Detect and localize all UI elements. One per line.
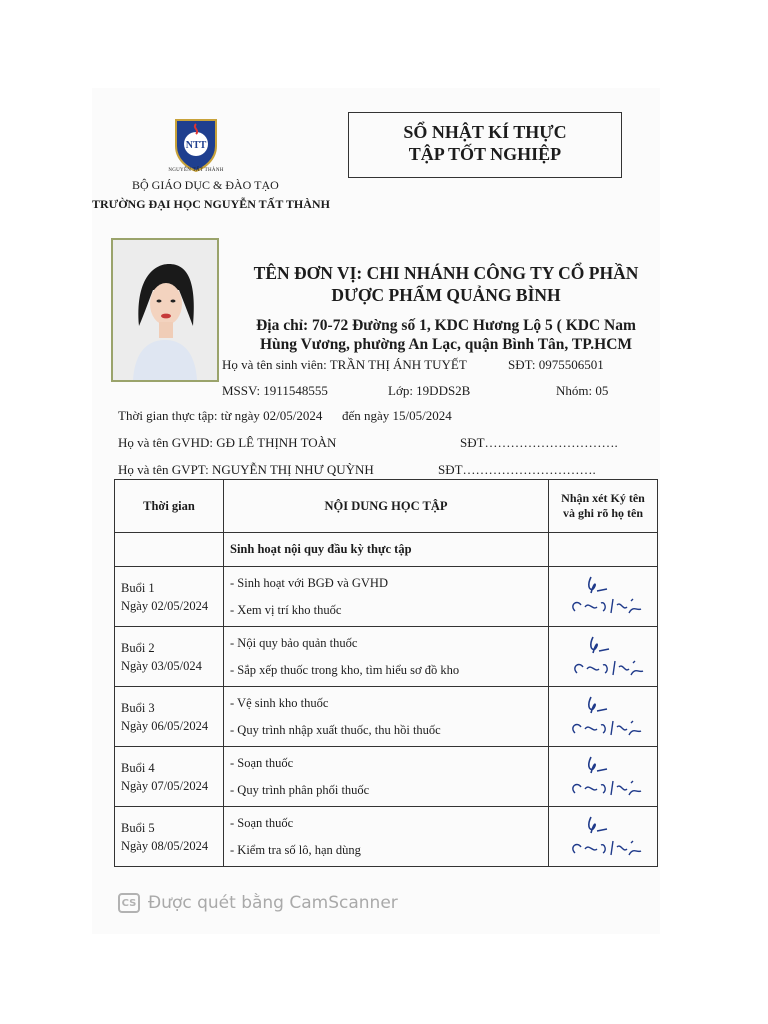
time-cell	[115, 687, 224, 747]
header-remarks: Nhận xét Ký tên và ghi rõ họ tên	[549, 480, 658, 533]
ministry-name: BỘ GIÁO DỤC & ĐÀO TẠO	[132, 178, 279, 192]
session-label: Buổi 5	[121, 820, 155, 835]
signature-cell	[549, 807, 658, 867]
content-item: - Soạn thuốc	[230, 815, 294, 830]
time-cell	[115, 747, 224, 807]
supervisor-gvpt: Họ và tên GVPT: NGUYỄN THỊ NHƯ QUỲNH	[118, 462, 374, 477]
internship-period-end: đến ngày 15/05/2024	[342, 408, 452, 423]
session-date: Ngày 08/05/2024	[121, 838, 209, 853]
intro-row-content: Sinh hoạt nội quy đầu kỳ thực tập	[224, 533, 549, 567]
empty-cell	[115, 533, 224, 567]
session-date: Ngày 03/05/024	[121, 658, 202, 673]
header-time: Thời gian	[115, 480, 224, 533]
supervisor-gvhd: Họ và tên GVHD: GĐ LÊ THỊNH TOÀN	[118, 435, 337, 450]
time-cell	[115, 627, 224, 687]
supervisor-gvhd-phone: SĐT………………………….	[460, 435, 618, 450]
table-row	[115, 687, 658, 747]
camscanner-watermark	[118, 893, 398, 913]
signature-image	[561, 631, 645, 683]
table-header-row	[115, 480, 658, 533]
content-cell	[224, 807, 549, 867]
address-line-1: Địa chỉ: 70-72 Đường số 1, KDC Hương Lộ 5 ( KDC Nam	[256, 317, 636, 334]
session-label: Buổi 2	[121, 640, 155, 655]
signature-cell	[549, 747, 658, 807]
title-line-1: SỔ NHẬT KÍ THỰC	[403, 122, 567, 142]
unit-name-line-1: TÊN ĐƠN VỊ: CHI NHÁNH CÔNG TY CỔ PHẦN	[253, 263, 639, 283]
session-label: Buổi 4	[121, 760, 155, 775]
table-row	[115, 567, 658, 627]
title-line-2: TẬP TỐT NGHIỆP	[408, 144, 562, 164]
internship-log-table	[114, 479, 658, 867]
content-item: - Sắp xếp thuốc trong kho, tìm hiểu sơ đồ kho	[230, 662, 460, 677]
signature-image	[561, 691, 645, 743]
content-cell	[224, 687, 549, 747]
session-date: Ngày 06/05/2024	[121, 718, 209, 733]
content-item: - Xem vị trí kho thuốc	[230, 602, 342, 617]
content-item: - Vệ sinh kho thuốc	[230, 695, 329, 710]
content-cell	[224, 747, 549, 807]
content-item: - Soạn thuốc	[230, 755, 294, 770]
table-row	[115, 627, 658, 687]
student-id: MSSV: 1911548555	[222, 383, 328, 398]
time-cell	[115, 807, 224, 867]
document-title	[348, 112, 622, 178]
student-name: Họ và tên sinh viên: TRẦN THỊ ÁNH TUYẾT	[222, 357, 467, 372]
school-name: TRƯỜNG ĐẠI HỌC NGUYỄN TẤT THÀNH	[92, 197, 330, 211]
student-photo	[111, 238, 219, 382]
svg-text:NTT: NTT	[185, 140, 207, 151]
content-item: - Quy trình nhập xuất thuốc, thu hồi thuốc	[230, 722, 441, 737]
address-line-2: Hùng Vương, phường An Lạc, quận Bình Tân, TP.HCM	[259, 336, 633, 353]
signature-cell	[549, 567, 658, 627]
table-row	[115, 807, 658, 867]
session-label: Buổi 1	[121, 580, 155, 595]
content-item: - Kiểm tra số lô, hạn dùng	[230, 842, 361, 857]
unit-name-line-2: DƯỢC PHẨM QUẢNG BÌNH	[331, 285, 561, 305]
camscanner-icon: CS	[118, 893, 140, 913]
time-cell	[115, 567, 224, 627]
content-item: - Sinh hoạt với BGĐ và GVHD	[230, 575, 388, 590]
student-class: Lớp: 19DDS2B	[388, 383, 471, 398]
table-row	[115, 533, 658, 567]
university-logo-icon	[172, 116, 220, 172]
session-date: Ngày 07/05/2024	[121, 778, 209, 793]
content-cell	[224, 567, 549, 627]
session-date: Ngày 02/05/2024	[121, 598, 209, 613]
signature-image	[561, 571, 645, 623]
internship-period-start: Thời gian thực tập: từ ngày 02/05/2024	[118, 408, 323, 423]
unit-address	[226, 316, 666, 354]
content-cell	[224, 627, 549, 687]
camscanner-text: Được quét bằng CamScanner	[148, 893, 398, 913]
unit-name	[226, 262, 666, 306]
header-content: NỘI DUNG HỌC TẬP	[224, 480, 549, 533]
session-label: Buổi 3	[121, 700, 155, 715]
student-group: Nhóm: 05	[556, 383, 609, 398]
logo-caption: NGUYỄN TẤT THÀNH	[168, 168, 224, 173]
signature-cell	[549, 687, 658, 747]
student-phone: SĐT: 0975506501	[508, 357, 604, 372]
signature-image	[561, 811, 645, 863]
signature-cell	[549, 627, 658, 687]
signature-image	[561, 751, 645, 803]
supervisor-gvpt-phone: SĐT………………………….	[438, 462, 596, 477]
content-item: - Nội quy bảo quản thuốc	[230, 635, 358, 650]
content-item: - Quy trình phân phối thuốc	[230, 782, 370, 797]
table-row	[115, 747, 658, 807]
empty-cell	[549, 533, 658, 567]
